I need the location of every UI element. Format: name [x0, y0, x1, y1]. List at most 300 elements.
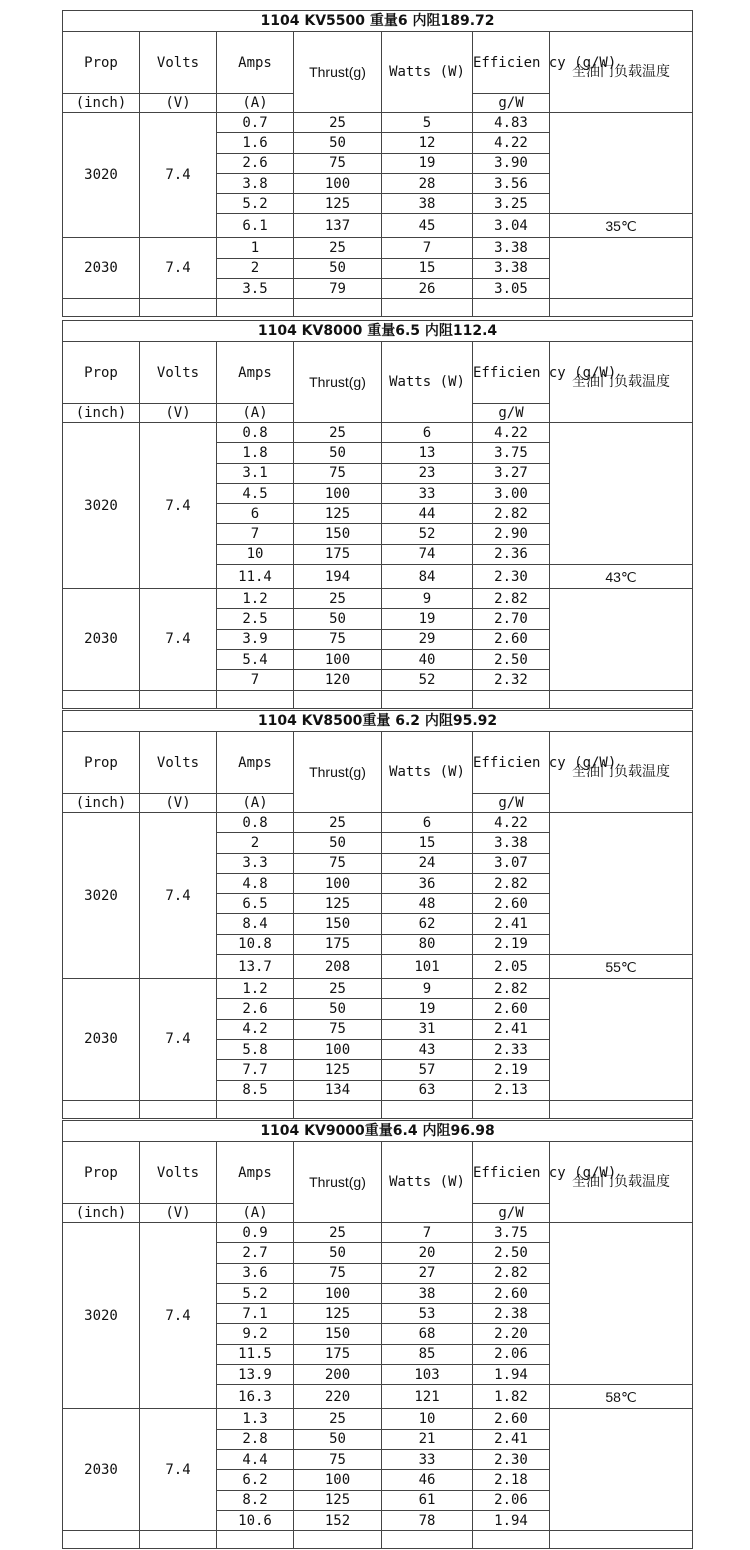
watts-cell: 7 — [382, 238, 473, 258]
amps-cell: 0.9 — [217, 1223, 294, 1243]
amps-cell: 11.4 — [217, 565, 294, 589]
spacer-cell — [63, 1531, 140, 1549]
efficiency-cell: 2.41 — [473, 1019, 550, 1039]
thrust-cell: 100 — [294, 1039, 382, 1059]
thrust-cell: 100 — [294, 173, 382, 193]
amps-cell: 9.2 — [217, 1324, 294, 1344]
spacer-cell — [473, 299, 550, 317]
efficiency-cell: 2.82 — [473, 1263, 550, 1283]
spacer-cell — [550, 299, 693, 317]
thrust-cell: 100 — [294, 649, 382, 669]
watts-cell: 74 — [382, 544, 473, 564]
amps-cell: 1.3 — [217, 1409, 294, 1429]
motor-title: 1104 KV9000重量6.4 内阻96.98 — [63, 1121, 693, 1142]
amps-cell: 6.5 — [217, 894, 294, 914]
efficiency-cell: 2.19 — [473, 1060, 550, 1080]
efficiency-cell: 2.32 — [473, 670, 550, 690]
spacer-cell — [217, 299, 294, 317]
header-prop: Prop — [63, 1142, 140, 1204]
watts-cell: 15 — [382, 258, 473, 278]
volts-cell: 7.4 — [140, 1409, 217, 1531]
watts-cell: 52 — [382, 524, 473, 544]
amps-cell: 5.8 — [217, 1039, 294, 1059]
header-watts: Watts (W) — [382, 1142, 473, 1223]
amps-cell: 3.9 — [217, 629, 294, 649]
watts-cell: 63 — [382, 1080, 473, 1100]
efficiency-cell: 3.38 — [473, 238, 550, 258]
unit-volts: (V) — [140, 794, 217, 813]
watts-cell: 19 — [382, 609, 473, 629]
prop-cell: 3020 — [63, 423, 140, 589]
watts-cell: 44 — [382, 504, 473, 524]
temperature-value: 43℃ — [550, 565, 693, 589]
header-thrust: Thrust(g) — [294, 732, 382, 813]
spacer-cell — [217, 690, 294, 708]
efficiency-cell: 2.33 — [473, 1039, 550, 1059]
spacer-cell — [140, 1531, 217, 1549]
thrust-cell: 125 — [294, 894, 382, 914]
watts-cell: 27 — [382, 1263, 473, 1283]
efficiency-cell: 3.38 — [473, 258, 550, 278]
efficiency-cell: 3.56 — [473, 173, 550, 193]
thrust-cell: 75 — [294, 1263, 382, 1283]
amps-cell: 4.8 — [217, 873, 294, 893]
unit-prop: (inch) — [63, 1204, 140, 1223]
efficiency-cell: 2.60 — [473, 894, 550, 914]
table-row — [63, 238, 693, 258]
amps-cell: 3.8 — [217, 173, 294, 193]
motor-title: 1104 KV5500 重量6 内阻189.72 — [63, 11, 693, 32]
header-volts: Volts — [140, 342, 217, 404]
watts-cell: 85 — [382, 1344, 473, 1364]
spacer-cell — [473, 690, 550, 708]
watts-cell: 53 — [382, 1304, 473, 1324]
watts-cell: 52 — [382, 670, 473, 690]
amps-cell: 0.7 — [217, 113, 294, 133]
thrust-cell: 25 — [294, 589, 382, 609]
efficiency-cell: 2.60 — [473, 1409, 550, 1429]
motor-title: 1104 KV8000 重量6.5 内阻112.4 — [63, 321, 693, 342]
thrust-cell: 152 — [294, 1510, 382, 1530]
amps-cell: 13.7 — [217, 955, 294, 979]
thrust-cell: 25 — [294, 1223, 382, 1243]
unit-prop: (inch) — [63, 94, 140, 113]
temp-blank-cell — [550, 113, 693, 214]
header-amps: Amps — [217, 732, 294, 794]
thrust-cell: 137 — [294, 214, 382, 238]
unit-efficiency: g/W — [473, 794, 550, 813]
efficiency-cell: 2.06 — [473, 1344, 550, 1364]
watts-cell: 28 — [382, 173, 473, 193]
efficiency-cell: 2.50 — [473, 1243, 550, 1263]
efficiency-cell: 4.22 — [473, 423, 550, 443]
amps-cell: 1.2 — [217, 589, 294, 609]
thrust-cell: 125 — [294, 1060, 382, 1080]
watts-cell: 9 — [382, 979, 473, 999]
header-temperature: 全油门负载温度 — [550, 1142, 693, 1223]
spacer-cell — [550, 1100, 693, 1118]
efficiency-cell: 3.04 — [473, 214, 550, 238]
watts-cell: 57 — [382, 1060, 473, 1080]
temp-blank-cell — [550, 238, 693, 299]
efficiency-cell: 2.82 — [473, 979, 550, 999]
temp-blank-cell — [550, 1223, 693, 1385]
header-temperature: 全油门负载温度 — [550, 32, 693, 113]
thrust-cell: 100 — [294, 1470, 382, 1490]
table-row — [63, 113, 693, 133]
spacer-cell — [140, 1100, 217, 1118]
temp-blank-cell — [550, 589, 693, 690]
thrust-cell: 125 — [294, 1490, 382, 1510]
efficiency-cell: 2.60 — [473, 1283, 550, 1303]
amps-cell: 6 — [217, 504, 294, 524]
efficiency-cell: 2.60 — [473, 999, 550, 1019]
temperature-value: 58℃ — [550, 1385, 693, 1409]
thrust-cell: 25 — [294, 113, 382, 133]
efficiency-cell: 4.22 — [473, 813, 550, 833]
spacer-row — [63, 1100, 693, 1118]
watts-cell: 68 — [382, 1324, 473, 1344]
thrust-cell: 134 — [294, 1080, 382, 1100]
header-temperature: 全油门负载温度 — [550, 732, 693, 813]
header-watts: Watts (W) — [382, 32, 473, 113]
efficiency-cell: 2.19 — [473, 934, 550, 954]
header-watts: Watts (W) — [382, 732, 473, 813]
amps-cell: 1.8 — [217, 443, 294, 463]
amps-cell: 10.6 — [217, 1510, 294, 1530]
amps-cell: 1.6 — [217, 133, 294, 153]
watts-cell: 48 — [382, 894, 473, 914]
efficiency-cell: 3.00 — [473, 483, 550, 503]
spacer-cell — [217, 1531, 294, 1549]
motor-table — [62, 320, 693, 709]
unit-efficiency: g/W — [473, 404, 550, 423]
spacer-cell — [63, 299, 140, 317]
table-row — [63, 979, 693, 999]
spacer-row — [63, 1531, 693, 1549]
efficiency-cell: 2.05 — [473, 955, 550, 979]
thrust-cell: 75 — [294, 853, 382, 873]
amps-cell: 2.6 — [217, 999, 294, 1019]
watts-cell: 40 — [382, 649, 473, 669]
header-efficiency: Efficien cy (g/W) — [473, 732, 550, 794]
watts-cell: 29 — [382, 629, 473, 649]
thrust-cell: 194 — [294, 565, 382, 589]
thrust-cell: 175 — [294, 544, 382, 564]
temp-blank-cell — [550, 813, 693, 955]
motor-table-block — [62, 1120, 692, 1549]
amps-cell: 7.1 — [217, 1304, 294, 1324]
spacer-cell — [473, 1531, 550, 1549]
volts-cell: 7.4 — [140, 813, 217, 979]
efficiency-cell: 2.30 — [473, 565, 550, 589]
header-efficiency: Efficien cy (g/W) — [473, 1142, 550, 1204]
watts-cell: 121 — [382, 1385, 473, 1409]
thrust-cell: 220 — [294, 1385, 382, 1409]
thrust-cell: 120 — [294, 670, 382, 690]
header-amps: Amps — [217, 342, 294, 404]
watts-cell: 12 — [382, 133, 473, 153]
spacer-cell — [382, 690, 473, 708]
amps-cell: 6.1 — [217, 214, 294, 238]
spacer-cell — [217, 1100, 294, 1118]
efficiency-cell: 2.30 — [473, 1449, 550, 1469]
amps-cell: 13.9 — [217, 1365, 294, 1385]
unit-amps: (A) — [217, 94, 294, 113]
efficiency-cell: 3.05 — [473, 279, 550, 299]
watts-cell: 84 — [382, 565, 473, 589]
table-row — [63, 813, 693, 833]
efficiency-cell: 2.82 — [473, 504, 550, 524]
prop-cell: 2030 — [63, 238, 140, 299]
spacer-cell — [473, 1100, 550, 1118]
watts-cell: 43 — [382, 1039, 473, 1059]
efficiency-cell: 2.41 — [473, 914, 550, 934]
thrust-cell: 150 — [294, 1324, 382, 1344]
motor-table-block — [62, 320, 692, 709]
efficiency-cell: 3.25 — [473, 194, 550, 214]
watts-cell: 103 — [382, 1365, 473, 1385]
header-efficiency: Efficien cy (g/W) — [473, 32, 550, 94]
watts-cell: 80 — [382, 934, 473, 954]
efficiency-cell: 2.20 — [473, 1324, 550, 1344]
header-prop: Prop — [63, 342, 140, 404]
thrust-cell: 25 — [294, 979, 382, 999]
spacer-cell — [294, 299, 382, 317]
amps-cell: 0.8 — [217, 813, 294, 833]
amps-cell: 4.2 — [217, 1019, 294, 1039]
watts-cell: 33 — [382, 483, 473, 503]
watts-cell: 6 — [382, 813, 473, 833]
thrust-cell: 25 — [294, 813, 382, 833]
thrust-cell: 75 — [294, 463, 382, 483]
temp-blank-cell — [550, 979, 693, 1101]
table-row — [63, 1409, 693, 1429]
watts-cell: 15 — [382, 833, 473, 853]
amps-cell: 3.5 — [217, 279, 294, 299]
header-prop: Prop — [63, 732, 140, 794]
watts-cell: 38 — [382, 194, 473, 214]
amps-cell: 6.2 — [217, 1470, 294, 1490]
spacer-cell — [382, 1531, 473, 1549]
efficiency-cell: 2.82 — [473, 873, 550, 893]
thrust-cell: 50 — [294, 443, 382, 463]
efficiency-cell: 2.13 — [473, 1080, 550, 1100]
watts-cell: 36 — [382, 873, 473, 893]
temp-blank-cell — [550, 423, 693, 565]
prop-cell: 2030 — [63, 979, 140, 1101]
efficiency-cell: 1.94 — [473, 1510, 550, 1530]
watts-cell: 38 — [382, 1283, 473, 1303]
watts-cell: 19 — [382, 999, 473, 1019]
thrust-cell: 50 — [294, 1243, 382, 1263]
thrust-cell: 25 — [294, 1409, 382, 1429]
thrust-cell: 50 — [294, 258, 382, 278]
amps-cell: 2 — [217, 258, 294, 278]
efficiency-cell: 1.82 — [473, 1385, 550, 1409]
amps-cell: 0.8 — [217, 423, 294, 443]
thrust-cell: 25 — [294, 423, 382, 443]
prop-cell: 3020 — [63, 1223, 140, 1409]
amps-cell: 3.1 — [217, 463, 294, 483]
spacer-cell — [63, 690, 140, 708]
efficiency-cell: 3.38 — [473, 833, 550, 853]
amps-cell: 8.4 — [217, 914, 294, 934]
amps-cell: 2 — [217, 833, 294, 853]
thrust-cell: 75 — [294, 629, 382, 649]
efficiency-cell: 2.38 — [473, 1304, 550, 1324]
efficiency-cell: 3.07 — [473, 853, 550, 873]
motor-table — [62, 10, 693, 317]
header-amps: Amps — [217, 32, 294, 94]
watts-cell: 33 — [382, 1449, 473, 1469]
spacer-cell — [294, 690, 382, 708]
thrust-cell: 100 — [294, 1283, 382, 1303]
efficiency-cell: 2.41 — [473, 1429, 550, 1449]
thrust-cell: 50 — [294, 833, 382, 853]
amps-cell: 8.2 — [217, 1490, 294, 1510]
spacer-cell — [63, 1100, 140, 1118]
amps-cell: 5.2 — [217, 1283, 294, 1303]
thrust-cell: 150 — [294, 914, 382, 934]
amps-cell: 2.7 — [217, 1243, 294, 1263]
efficiency-cell: 4.22 — [473, 133, 550, 153]
prop-cell: 3020 — [63, 113, 140, 238]
unit-prop: (inch) — [63, 794, 140, 813]
motor-table-block — [62, 10, 692, 317]
table-row — [63, 589, 693, 609]
temperature-value: 55℃ — [550, 955, 693, 979]
thrust-cell: 175 — [294, 1344, 382, 1364]
efficiency-cell: 2.82 — [473, 589, 550, 609]
header-amps: Amps — [217, 1142, 294, 1204]
watts-cell: 10 — [382, 1409, 473, 1429]
watts-cell: 46 — [382, 1470, 473, 1490]
efficiency-cell: 2.70 — [473, 609, 550, 629]
header-thrust: Thrust(g) — [294, 1142, 382, 1223]
thrust-cell: 50 — [294, 609, 382, 629]
unit-efficiency: g/W — [473, 94, 550, 113]
header-prop: Prop — [63, 32, 140, 94]
watts-cell: 23 — [382, 463, 473, 483]
amps-cell: 2.8 — [217, 1429, 294, 1449]
temp-blank-cell — [550, 1409, 693, 1531]
thrust-cell: 200 — [294, 1365, 382, 1385]
prop-cell: 2030 — [63, 1409, 140, 1531]
efficiency-cell: 2.06 — [473, 1490, 550, 1510]
volts-cell: 7.4 — [140, 979, 217, 1101]
watts-cell: 6 — [382, 423, 473, 443]
thrust-cell: 208 — [294, 955, 382, 979]
amps-cell: 11.5 — [217, 1344, 294, 1364]
watts-cell: 13 — [382, 443, 473, 463]
watts-cell: 26 — [382, 279, 473, 299]
thrust-cell: 75 — [294, 1449, 382, 1469]
spacer-cell — [294, 1531, 382, 1549]
unit-amps: (A) — [217, 794, 294, 813]
watts-cell: 45 — [382, 214, 473, 238]
efficiency-cell: 3.27 — [473, 463, 550, 483]
spacer-cell — [294, 1100, 382, 1118]
thrust-cell: 100 — [294, 483, 382, 503]
volts-cell: 7.4 — [140, 238, 217, 299]
motor-table-block — [62, 710, 692, 1119]
prop-cell: 2030 — [63, 589, 140, 690]
motor-table — [62, 710, 693, 1119]
header-volts: Volts — [140, 1142, 217, 1204]
amps-cell: 7 — [217, 670, 294, 690]
thrust-cell: 150 — [294, 524, 382, 544]
table-row — [63, 423, 693, 443]
volts-cell: 7.4 — [140, 423, 217, 589]
thrust-cell: 175 — [294, 934, 382, 954]
spacer-row — [63, 690, 693, 708]
thrust-cell: 50 — [294, 999, 382, 1019]
unit-volts: (V) — [140, 1204, 217, 1223]
watts-cell: 7 — [382, 1223, 473, 1243]
amps-cell: 2.5 — [217, 609, 294, 629]
watts-cell: 62 — [382, 914, 473, 934]
thrust-cell: 75 — [294, 1019, 382, 1039]
spacer-cell — [550, 1531, 693, 1549]
spacer-cell — [382, 1100, 473, 1118]
unit-amps: (A) — [217, 1204, 294, 1223]
watts-cell: 20 — [382, 1243, 473, 1263]
volts-cell: 7.4 — [140, 1223, 217, 1409]
header-thrust: Thrust(g) — [294, 32, 382, 113]
efficiency-cell: 3.90 — [473, 153, 550, 173]
motor-table — [62, 1120, 693, 1549]
amps-cell: 4.4 — [217, 1449, 294, 1469]
watts-cell: 5 — [382, 113, 473, 133]
unit-efficiency: g/W — [473, 1204, 550, 1223]
amps-cell: 1 — [217, 238, 294, 258]
spacer-cell — [550, 690, 693, 708]
unit-volts: (V) — [140, 404, 217, 423]
efficiency-cell: 3.75 — [473, 1223, 550, 1243]
thrust-cell: 125 — [294, 1304, 382, 1324]
amps-cell: 10.8 — [217, 934, 294, 954]
efficiency-cell: 4.83 — [473, 113, 550, 133]
watts-cell: 21 — [382, 1429, 473, 1449]
thrust-cell: 75 — [294, 153, 382, 173]
table-row — [63, 1223, 693, 1243]
volts-cell: 7.4 — [140, 113, 217, 238]
watts-cell: 24 — [382, 853, 473, 873]
watts-cell: 31 — [382, 1019, 473, 1039]
thrust-cell: 125 — [294, 194, 382, 214]
watts-cell: 19 — [382, 153, 473, 173]
amps-cell: 7 — [217, 524, 294, 544]
header-thrust: Thrust(g) — [294, 342, 382, 423]
thrust-cell: 50 — [294, 1429, 382, 1449]
amps-cell: 2.6 — [217, 153, 294, 173]
thrust-cell: 79 — [294, 279, 382, 299]
efficiency-cell: 2.90 — [473, 524, 550, 544]
amps-cell: 1.2 — [217, 979, 294, 999]
watts-cell: 9 — [382, 589, 473, 609]
watts-cell: 78 — [382, 1510, 473, 1530]
unit-volts: (V) — [140, 94, 217, 113]
header-efficiency: Efficien cy (g/W) — [473, 342, 550, 404]
prop-cell: 3020 — [63, 813, 140, 979]
thrust-cell: 100 — [294, 873, 382, 893]
amps-cell: 5.2 — [217, 194, 294, 214]
watts-cell: 101 — [382, 955, 473, 979]
volts-cell: 7.4 — [140, 589, 217, 690]
amps-cell: 3.6 — [217, 1263, 294, 1283]
efficiency-cell: 2.18 — [473, 1470, 550, 1490]
